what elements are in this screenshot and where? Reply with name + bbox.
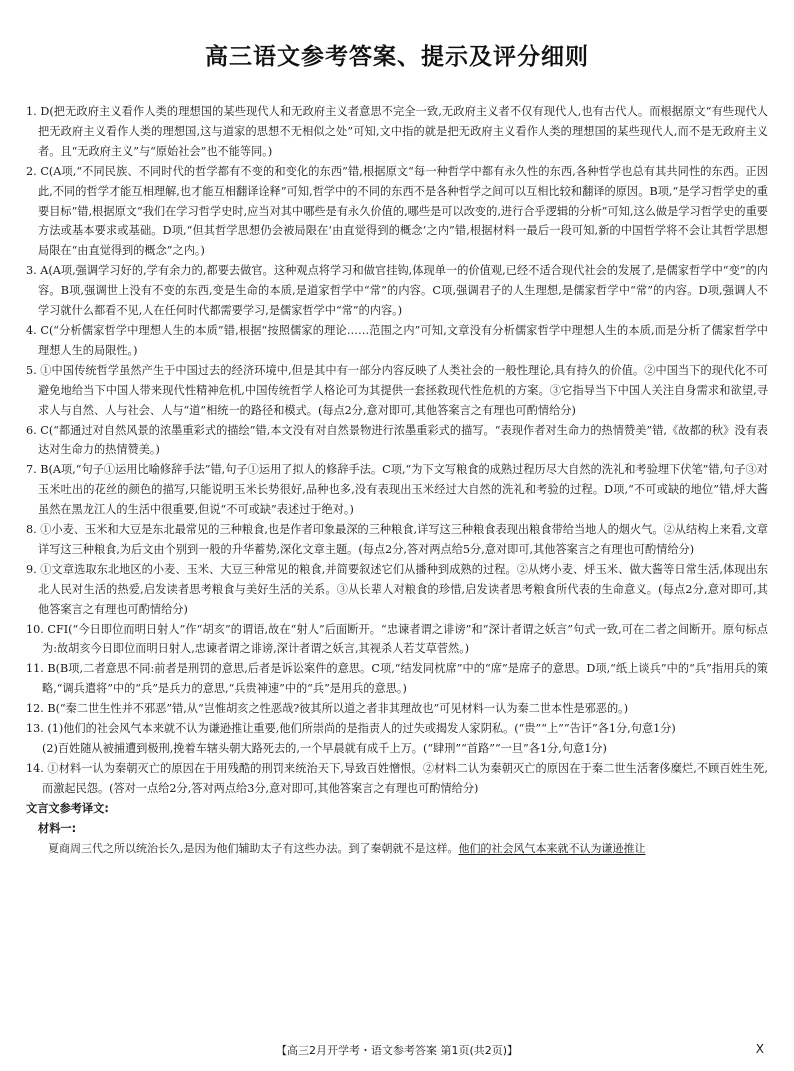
- footer-version-mark: X: [755, 1042, 764, 1056]
- answer-3: 3. A(A项,强调学习好的,学有余力的,都要去做官。这种观点将学习和做官挂钩,体现单一的价值观,已经不适合现代社会的发展了,是儒家哲学中“变”的内容。B项,强调世上没有不变的东西,变是生命的本质,是道家哲学中“常”的内容。C项,强调君子的人生理想,是儒家哲学中“常”的内容。D项,强调人不学习就什么都看不见,人在任何时代都需要学习,是儒家哲学中“常”的内容。): [26, 264, 768, 318]
- answer-8: 8. ①小麦、玉米和大豆是东北最常见的三种粮食,也是作者印象最深的三种粮食,详写这三种粮食表现出粮食带给当地人的烟火气。②从结构上来看,文章详写这三种粮食,为后文由个别到一般的升华蓄势,深化文章主题。(每点2分,答对两点给5分,意对即可,其他答案言之有理也可酌情给分): [26, 523, 768, 556]
- answer-13-part2: (2)百姓随从被捕遭到极刑,挽着车辖头朝大路死去的,一个早晨就有成千上万。(“肆刑”“首路”“一旦”各1分,句意1分): [42, 742, 607, 755]
- translation-section-label: 文言文参考译文:: [26, 801, 109, 815]
- translation-text-underlined: 他们的社会风气本来就不认为谦逊推让: [458, 841, 646, 855]
- translation-text-plain: 夏商周三代之所以统治长久,是因为他们辅助太子有这些办法。到了秦朝就不是这样。: [48, 841, 459, 855]
- answer-7: 7. B(A项,“句子①运用比喻修辞手法”错,句子①运用了拟人的修辞手法。C项,“为下文写粮食的成熟过程历尽大自然的洗礼和考验埋下伏笔”错,句子③对玉米吐出的花丝的颜色的描写,只能说明玉米长势很好,品种也多,没有表现出玉米经过大自然的洗礼和考验的过程。D项,“不可或缺的地位”错,烀大酱虽然在黑龙江人的生活中很重要,但说“不可或缺”表述过于绝对。): [26, 463, 768, 517]
- answer-12: 12. B(“秦二世生性并不邪恶”错,从“岂惟胡亥之性恶哉?彼其所以道之者非其理故也”可见材料一认为秦二世本性是邪恶的。): [26, 702, 629, 716]
- answer-14: 14. ①材料一认为秦朝灭亡的原因在于用残酷的刑罚来统治天下,导致百姓憎恨。②材料二认为秦朝灭亡的原因在于秦二世生活奢侈糜烂,不顾百姓生死,而激起民怨。(答对一点给2分,答对两点给3分,意对即可,其他答案言之有理也可酌情给分): [26, 761, 768, 795]
- answer-9: 9. ①文章选取东北地区的小麦、玉米、大豆三种常见的粮食,并简要叙述它们从播种到成熟的过程。②从烤小麦、烀玉米、做大酱等日常生活,体现出东北人民对生活的热爱,启发读者思考粮食与美好生活的关系。③从长辈人对粮食的珍惜,启发读者思考粮食所代表的生命意义。(每点2分,意对即可,其他答案言之有理也可酌情给分): [26, 562, 768, 616]
- answer-13-part1: 13. (1)他们的社会风气本来就不认为谦逊推让重要,他们所崇尚的是指责人的过失或揭发人家阴私。(“贵”“上”“告讦”各1分,句意1分): [26, 722, 676, 736]
- answer-1: 1. D(把无政府主义看作人类的理想国的某些现代人和无政府主义者意思不完全一致,无政府主义者不仅有现代人,也有古代人。而根据原文“有些现代人把无政府主义看作人类的理想国,这与道家的思想不无相似之处”可知,文中指的就是把无政府主义看作人类的理想国的某些现代人,而不是无政府主义者。且“无政府主义”与“原始社会”也不能等同。): [26, 105, 768, 158]
- answer-2: 2. C(A项,“不同民族、不同时代的哲学都有不变的和变化的东西”错,根据原文“每一种哲学中都有永久性的东西,各种哲学也总有其共同性的东西。正因此,不同的哲学才能互相理解,也才能互相翻译诠释”可知,哲学中的不同的东西不是各种哲学之间可以互相比较和翻译的原因。B项,“是学习哲学史的重要目标”错,根据原文“我们在学习哲学史时,应当对其中哪些是有永久价值的,哪些是可以改变的,进行合乎逻辑的分析”可知,这么做是学习哲学史的重要方法或基本要求或基础。D项,“但其哲学思想仍会被局限在‘由直觉得到的概念’之内”错,根据材料一最后一段可知,新的中国哲学将不会让其哲学思想局限在“由直觉得到的概念”之内。): [26, 164, 768, 258]
- material-one-label: 材料一:: [38, 821, 77, 835]
- answer-11: 11. B(B项,二者意思不同:前者是刑罚的意思,后者是诉讼案件的意思。C项,“结发同枕席”中的“席”是席子的意思。D项,“纸上谈兵”中的“兵”指用兵的策略,“调兵遣将”中的“兵”是兵力的意思,“兵贵神速”中的“兵”是用兵的意思。): [26, 662, 768, 696]
- answer-4: 4. C(“分析儒家哲学中理想人生的本质”错,根据“按照儒家的理论……范围之内”可知,文章没有分析儒家哲学中理想人生的本质,而是分析了儒家哲学中理想人生的局限性。): [26, 323, 768, 357]
- page-footer: 【高三2月开学考・语文参考答案 第1页(共2页)】: [275, 1044, 519, 1057]
- translation-text: [26, 839, 768, 859]
- answer-10: 10. CFI(“今日即位而明日射人”作“胡亥”的谓语,故在“射人”后面断开。“忠谏者谓之诽谤”和“深计者谓之妖言”句式一致,可在二者之间断开。原句标点为:故胡亥今日即位而明日射人,忠谏者谓之诽谤,深计者谓之妖言,其视杀人若艾草菅然。): [26, 622, 768, 656]
- answer-5: 5. ①中国传统哲学虽然产生于中国过去的经济环境中,但是其中有一部分内容反映了人类社会的一般性理论,具有持久的价值。②中国当下的现代化不可避免地给当下中国人带来现代性精神危机,中国传统哲学人格论可为其提供一套拯救现代性危机的方案。③它指导当下中国人关注自身需求和欲望,寻求人与自然、人与社会、人与“道”相统一的路径和模式。(每点2分,意对即可,其他答案言之有理也可酌情给分): [26, 363, 768, 417]
- page-title: 高三语文参考答案、提示及评分细则: [205, 44, 589, 70]
- answer-6: 6. C(“都通过对自然风景的浓墨重彩式的描绘”错,本文没有对自然景物进行浓墨重彩式的描写。“表现作者对生命力的热情赞美”错,《故都的秋》没有表达对生命力的热情赞美。): [26, 423, 768, 457]
- answers-content: [26, 102, 768, 858]
